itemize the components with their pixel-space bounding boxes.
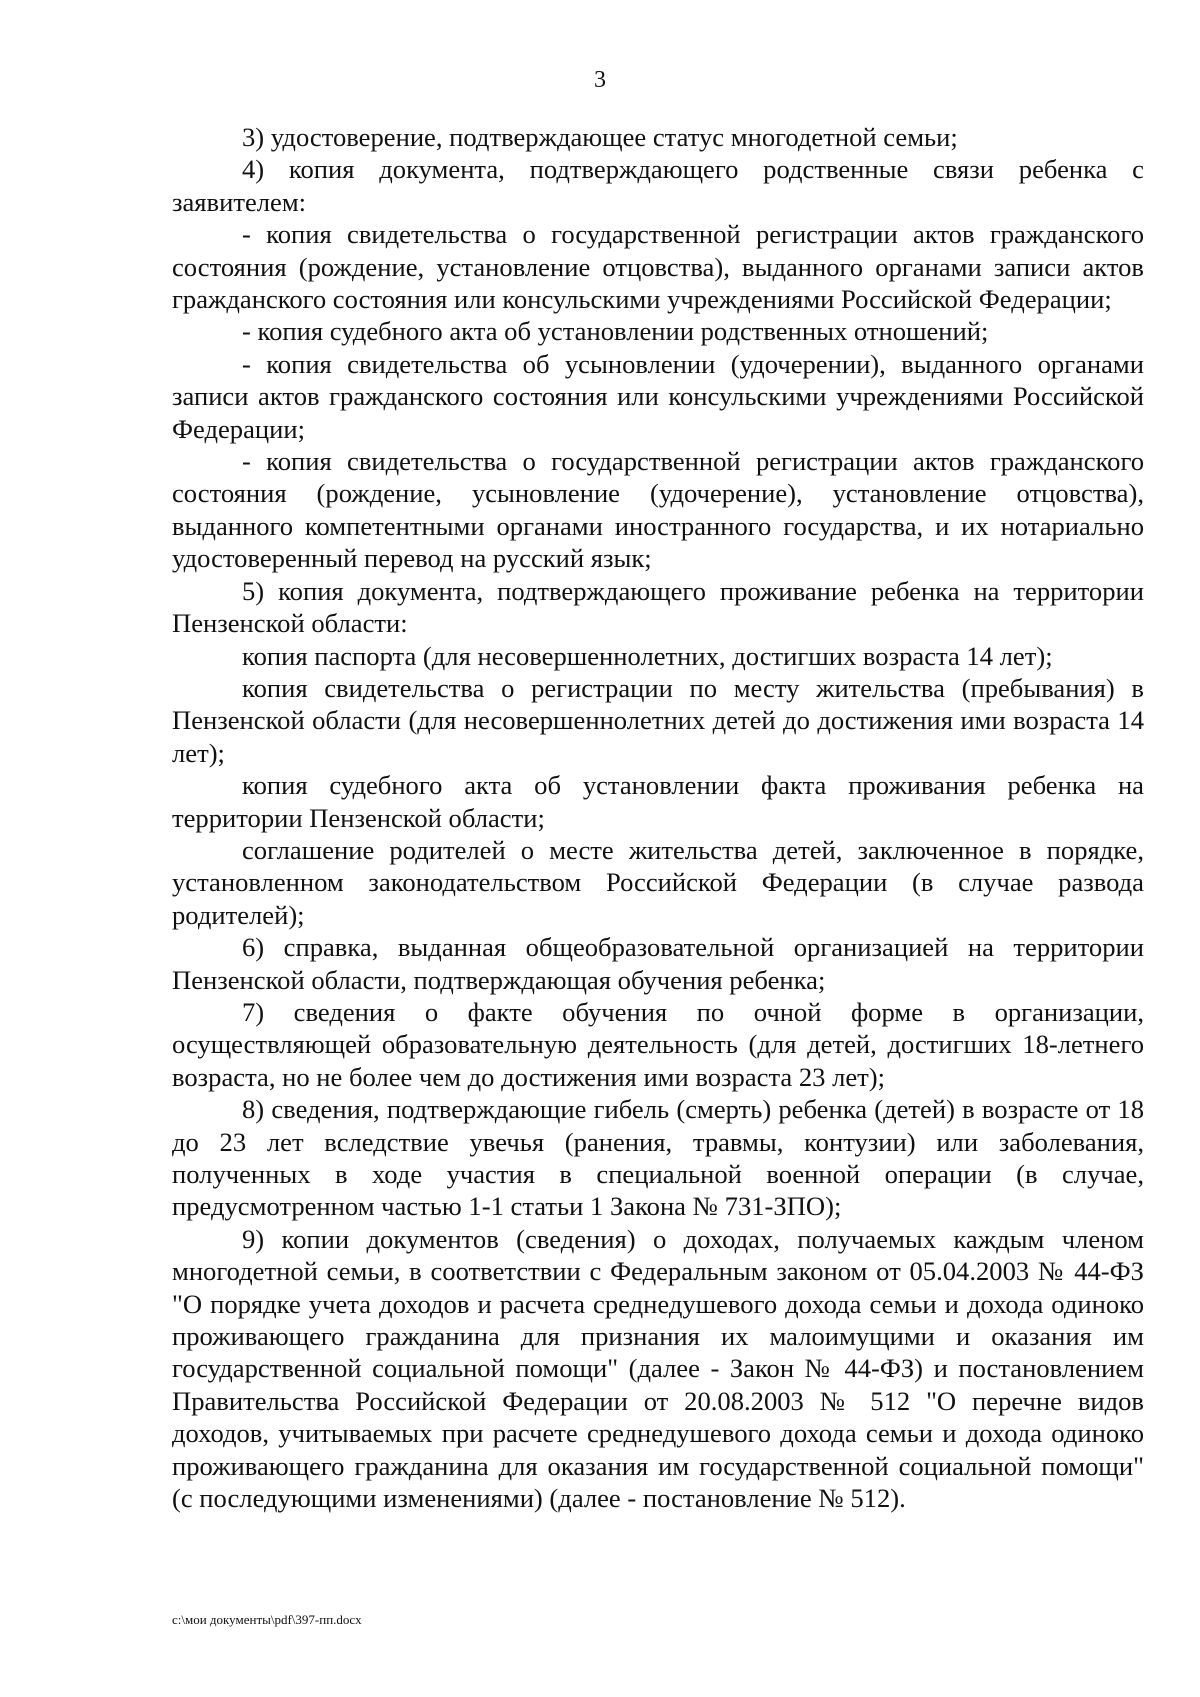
paragraph-item-3: 3) удостоверение, подтверждающее статус многодетной семьи; bbox=[242, 122, 958, 152]
paragraph-item-6: 6) справка, выданная общеобразовательной организацией на территории Пензенской области, подтверждающая обучения ребенка; bbox=[172, 932, 1144, 995]
paragraph-item-4: 4) копия документа, подтверждающего родственные связи ребенка с заявителем: bbox=[172, 154, 1144, 217]
document-body bbox=[172, 121, 1144, 1514]
paragraph-subitem-adoption-certificate: - копия свидетельства об усыновлении (удочерении), выданного органами записи актов гражданского состояния или консульскими учреждениями Российской Федерации; bbox=[172, 348, 1144, 444]
paragraph-item-8: 8) сведения, подтверждающие гибель (смерть) ребенка (детей) в возрасте от 18 до 23 лет вследствие увечья (ранения, травмы, контузии) или заболевания, полученных в ходе участия в специальной военной операции (в случае, предусмотренном частью 1-1 статьи 1 Закона № 731-ЗПО); bbox=[172, 1094, 1144, 1222]
paragraph-item-7: 7) сведения о факте обучения по очной форме в организации, осуществляющей образовательную деятельность (для детей, достигших 18-летнего возраста, но не более чем до достижения ими возраста 23 лет); bbox=[172, 996, 1144, 1092]
paragraph-subitem-birth-certificate: - копия свидетельства о государственной регистрации актов гражданского состояния (рождение, установление отцовства), выданного органами записи актов гражданского состояния или консульскими учреждениями Российской Федерации; bbox=[172, 219, 1144, 315]
paragraph-subitem-passport: копия паспорта (для несовершеннолетних, достигших возраста 14 лет); bbox=[242, 640, 1053, 671]
footer-file-path: c:\мои документы\pdf\397-пп.docx bbox=[172, 1612, 362, 1627]
paragraph-subitem-court-act-residence: копия судебного акта об установлении факта проживания ребенка на территории Пензенской области; bbox=[172, 770, 1144, 833]
paragraph-subitem-court-act-relations: - копия судебного акта об установлении родственных отношений; bbox=[242, 316, 989, 347]
paragraph-item-5: 5) копия документа, подтверждающего проживание ребенка на территории Пензенской области: bbox=[172, 575, 1144, 639]
page-number: 3 bbox=[594, 67, 606, 93]
paragraph-subitem-parents-agreement: соглашение родителей о месте жительства детей, заключенное в порядке, установленном законодательством Российской Федерации (в случае развода родителей); bbox=[172, 834, 1144, 930]
paragraph-subitem-registration-certificate: копия свидетельства о регистрации по месту жительства (пребывания) в Пензенской области (для несовершеннолетних детей до достижения ими возраста 14 лет); bbox=[172, 672, 1144, 768]
paragraph-subitem-foreign-certificate: - копия свидетельства о государственной регистрации актов гражданского состояния (рождение, усыновление (удочерение), установление отцовства), выданного компетентными органами иностранного государства, и их нотариально удостоверенный перевод на русский язык; bbox=[172, 446, 1144, 574]
paragraph-item-9: 9) копии документов (сведения) о доходах, получаемых каждым членом многодетной семьи, в соответствии с Федеральным законом от 05.04.2003 № 44-ФЗ "О порядке учета доходов и расчета среднедушевого дохода семьи и дохода одиноко проживающего гражданина для признания их малоимущими и оказания им государственной социальной помощи" (далее - Закон № 44-ФЗ) и постановлением Правительства Российской Федерации от 20.08.2003 № 512 "О перечне видов доходов, учитываемых при расчете среднедушевого дохода семьи и дохода одиноко проживающего гражданина для оказания им государственной социальной помощи" (с последующими изменениями) (далее - постановление № 512). bbox=[172, 1223, 1144, 1514]
